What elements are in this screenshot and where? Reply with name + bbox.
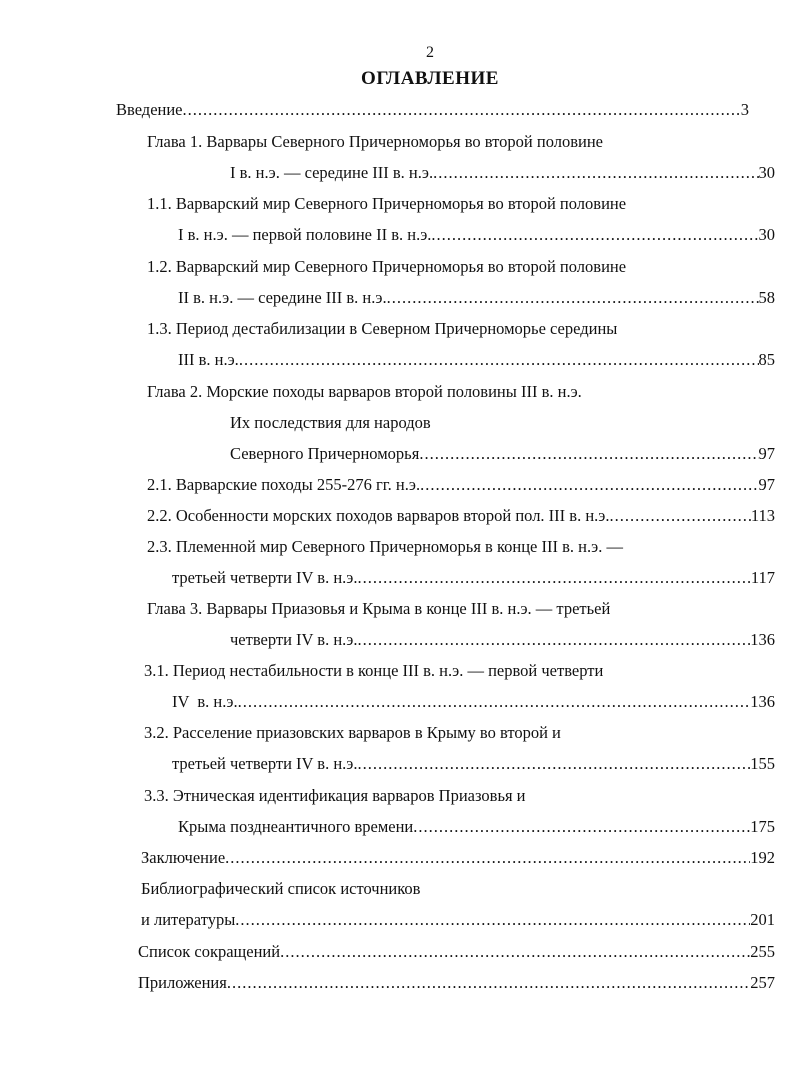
toc-page: 30 [758,163,775,182]
dot-leader [387,286,759,310]
toc-chapter-1-heading: Глава 1. Варвары Северного Причерноморья во второй половине [147,132,603,151]
dot-leader [433,161,758,185]
toc-page: 58 [758,288,775,307]
toc-section-1-2: II в. н.э. — середине III в. н.э. ..... 58 [178,286,775,310]
toc-page: 136 [750,692,775,711]
dot-leader [358,752,751,776]
toc-page: 113 [750,506,775,525]
toc-page: 257 [750,973,775,992]
dot-leader [431,223,758,247]
toc-page: 30 [758,225,775,244]
toc-section-2-2: 2.2. Особенности морских походов варваров второй пол. III в. н.э. ..... 113 [147,504,775,528]
toc-page: 155 [750,754,775,773]
toc-page: 136 [750,630,775,649]
toc-section-3-3-heading: 3.3. Этническая идентификация варваров Приазовья и [144,786,526,805]
toc-chapter-2: Северного Причерноморья ..... 97 [230,442,775,466]
dot-leader [413,815,750,839]
dot-leader [239,348,759,372]
toc-page: 97 [758,475,775,494]
toc-section-1-2-heading: 1.2. Варварский мир Северного Причерноморья во второй половине [147,257,627,276]
toc-section-2-3: третьей четверти IV в. н.э. ..... 117 [172,566,775,590]
toc-section-3-3: Крыма позднеантичного времени ..... 175 [178,815,775,839]
toc-chapter-3-heading: Глава 3. Варвары Приазовья и Крыма в конце III в. н.э. — третьей [147,599,611,618]
toc-chapter-2-subheading: Их последствия для народов [230,413,431,432]
dot-leader [183,98,741,122]
toc-entry-appendices: Приложения ..... 257 [138,971,775,995]
toc-page: 97 [758,444,775,463]
toc-page: 175 [750,817,775,836]
toc-bibliography-heading: Библиографический список источников [141,879,421,898]
toc-entry-bibliography: и литературы ..... 201 [141,908,775,932]
dot-leader [225,846,750,870]
dot-leader [358,628,751,652]
toc-entry-introduction: Введение ..... 3 [116,98,749,122]
dot-leader [419,442,758,466]
toc-section-1-1-heading: 1.1. Варварский мир Северного Причерноморья во второй половине [147,194,627,213]
toc-page: 117 [750,568,775,587]
toc-page: 3 [740,100,749,119]
toc-section-3-1-heading: 3.1. Период нестабильности в конце III в. н.э. — первой четверти [144,661,604,680]
dot-leader [609,504,750,528]
toc-section-3-2-heading: 3.2. Расселение приазовских варваров в Крыму во второй и [144,723,561,742]
toc-section-3-1: IV в. н.э. ..... 136 [172,690,775,714]
toc-page: 201 [750,910,775,929]
toc-section-1-3-heading: 1.3. Период дестабилизации в Северном Причерноморье середины [147,319,618,338]
toc-page: 255 [750,942,775,961]
dot-leader [420,473,758,497]
toc-chapter-3: четверти IV в. н.э. ..... 136 [230,628,775,652]
dot-leader [235,908,750,932]
toc-entry-abbreviations: Список сокращений ..... 255 [138,940,775,964]
dot-leader [227,971,750,995]
toc-section-1-3: III в. н.э. ..... 85 [178,348,775,372]
toc-chapter-1: I в. н.э. — середине III в. н.э. ..... 30 [230,161,775,185]
dot-leader [358,566,751,590]
toc-page: 192 [750,848,775,867]
toc-entry-conclusion: Заключение ..... 192 [141,846,775,870]
toc-section-2-1: 2.1. Варварские походы 255-276 гг. н.э. ..... 97 [147,473,775,497]
toc-section-3-2: третьей четверти IV в. н.э. ..... 155 [172,752,775,776]
toc-section-2-3-heading: 2.3. Племенной мир Северного Причерноморья в конце III в. н.э. — [147,537,623,556]
page-number: 2 [426,44,434,61]
dot-leader [280,940,750,964]
toc-page: 85 [758,350,775,369]
toc-chapter-2-heading: Глава 2. Морские походы варваров второй половины III в. н.э. [147,382,582,401]
page-title: ОГЛАВЛЕНИЕ [361,68,499,89]
toc-section-1-1: I в. н.э. — первой половине II в. н.э. ..... 30 [178,223,775,247]
dot-leader [238,690,751,714]
